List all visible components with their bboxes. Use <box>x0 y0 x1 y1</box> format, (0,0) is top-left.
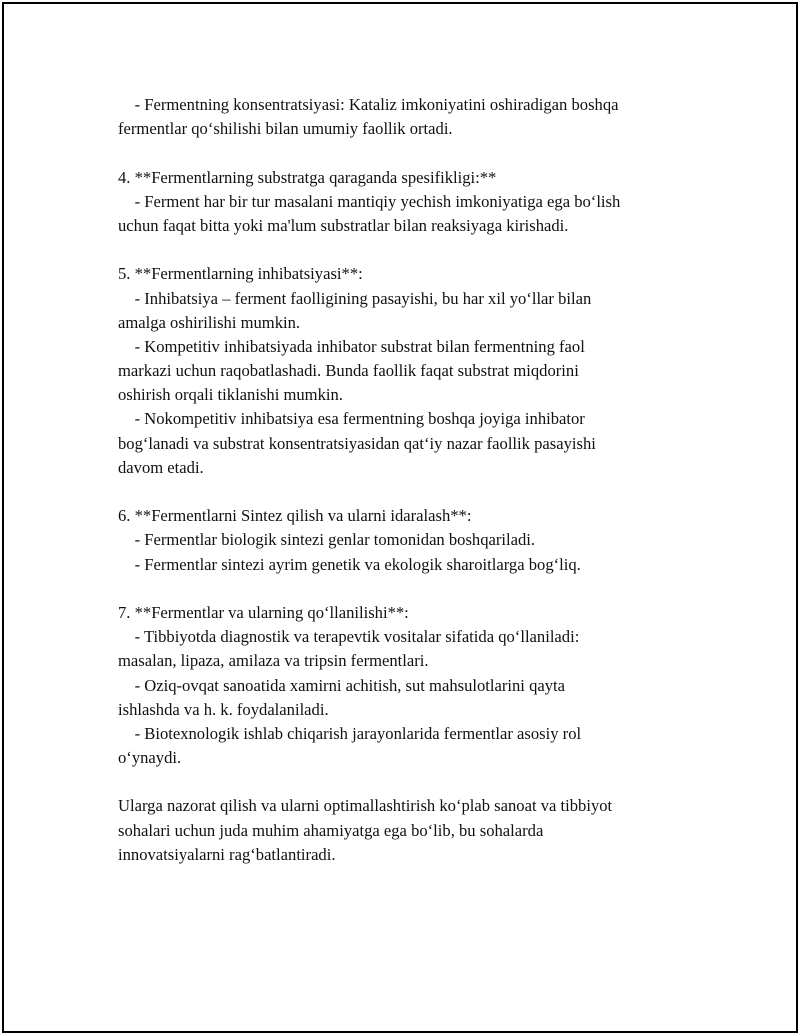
text-line: - Nokompetitiv inhibatsiya esa fermentning boshqa joyiga inhibator <box>118 409 585 429</box>
text-line: bog‘lanadi va substrat konsentratsiyasidan qat‘iy nazar faollik pasayishi <box>118 433 596 453</box>
text-line: fermentlar qo‘shilishi bilan umumiy faollik ortadi. <box>118 119 453 139</box>
text-line: amalga oshirilishi mumkin. <box>118 312 301 332</box>
text-line: masalan, lipaza, amilaza va tripsin fermentlari. <box>118 651 429 671</box>
paragraph-gap <box>118 480 688 504</box>
text-line: oshirish orqali tiklanishi mumkin. <box>118 385 343 405</box>
paragraph <box>118 262 688 480</box>
text-line: o‘ynaydi. <box>118 748 182 768</box>
text-line: 5. **Fermentlarning inhibatsiyasi**: <box>118 264 363 284</box>
text-line: uchun faqat bitta yoki ma'lum substratlar bilan reaksiyaga kirishadi. <box>118 215 569 235</box>
paragraph <box>118 794 688 867</box>
text-line: 6. **Fermentlarni Sintez qilish va ularni idaralash**: <box>118 506 472 526</box>
paragraph-gap <box>118 141 688 165</box>
paragraph <box>118 601 688 770</box>
paragraph <box>118 93 688 141</box>
text-line: - Fermentlar sintezi ayrim genetik va ekologik sharoitlarga bog‘liq. <box>118 554 581 574</box>
text-line: - Tibbiyotda diagnostik va terapevtik vositalar sifatida qo‘llaniladi: <box>118 627 580 647</box>
document-body <box>118 93 688 867</box>
paragraph-gap <box>118 238 688 262</box>
paragraph-gap <box>118 770 688 794</box>
text-line: - Ferment har bir tur masalani mantiqiy yechish imkoniyatiga ega bo‘lish <box>118 191 621 211</box>
text-line: - Fermentlar biologik sintezi genlar tomonidan boshqariladi. <box>118 530 536 550</box>
text-line: Ularga nazorat qilish va ularni optimallashtirish ko‘plab sanoat va tibbiyot <box>118 796 613 816</box>
text-line: - Fermentning konsentratsiyasi: Kataliz imkoniyatini oshiradigan boshqa <box>118 95 619 114</box>
text-line: - Inhibatsiya – ferment faolligining pasayishi, bu har xil yo‘llar bilan <box>118 288 592 308</box>
text-line: davom etadi. <box>118 457 204 477</box>
text-line: sohalari uchun juda muhim ahamiyatga ega bo‘lib, bu sohalarda <box>118 820 544 840</box>
paragraph-gap <box>118 577 688 601</box>
text-line: - Kompetitiv inhibatsiyada inhibator substrat bilan fermentning faol <box>118 336 585 356</box>
text-line: markazi uchun raqobatlashadi. Bunda faollik faqat substrat miqdorini <box>118 361 579 381</box>
text-line: ishlashda va h. k. foydalaniladi. <box>118 699 329 719</box>
text-line: - Biotexnologik ishlab chiqarish jarayonlarida fermentlar asosiy rol <box>118 723 582 743</box>
paragraph <box>118 166 688 239</box>
paragraph <box>118 504 688 577</box>
text-line: innovatsiyalarni rag‘batlantiradi. <box>118 844 336 864</box>
text-line: 4. **Fermentlarning substratga qaraganda spesifikligi:** <box>118 167 497 187</box>
text-line: 7. **Fermentlar va ularning qo‘llanilishi**: <box>118 602 409 622</box>
text-line: - Oziq-ovqat sanoatida xamirni achitish, sut mahsulotlarini qayta <box>118 675 566 695</box>
